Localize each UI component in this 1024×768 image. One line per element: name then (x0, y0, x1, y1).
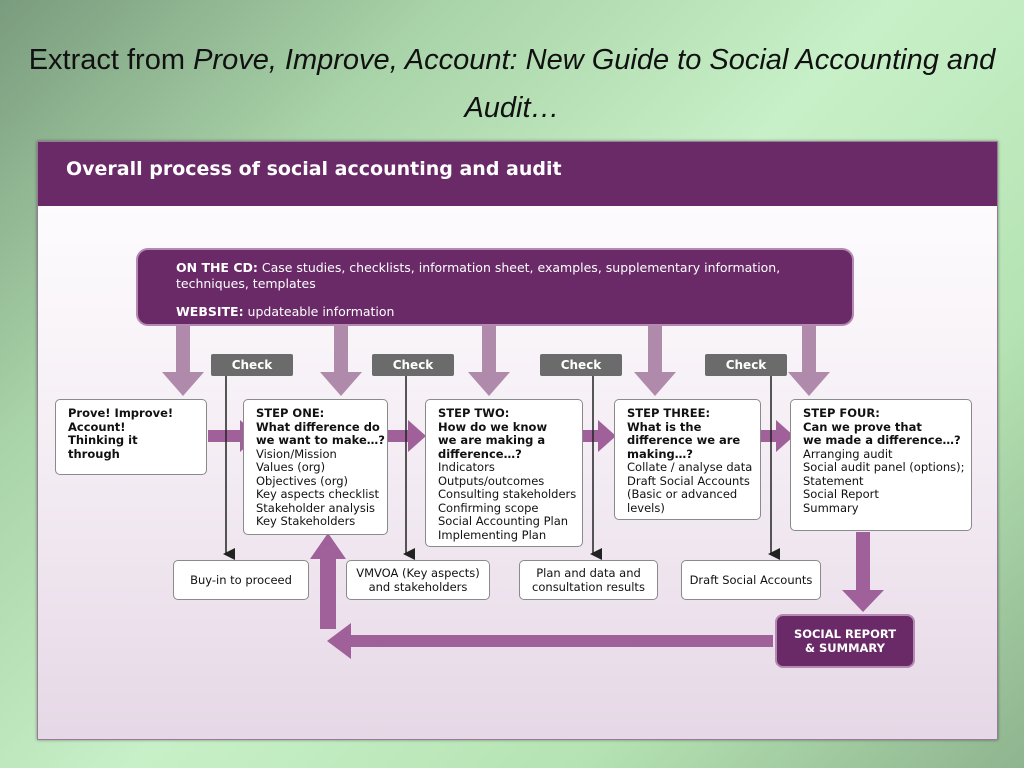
output-vmvoa (346, 560, 490, 600)
step-heading: STEP ONE: (256, 406, 325, 420)
output-line: consultation results (532, 580, 645, 594)
down-arrow-step-three (634, 324, 676, 396)
step-item: Draft Social Accounts (627, 473, 750, 488)
step-item: levels) (627, 500, 665, 515)
down-arrow-step-four (788, 324, 830, 396)
report-line: & SUMMARY (804, 641, 885, 655)
down-arrow-step-two (468, 324, 510, 396)
intro-line: Prove! Improve! (68, 406, 174, 420)
feedback-arrow (327, 623, 773, 659)
step-item: Social Report (803, 487, 879, 501)
step-heading: Can we prove that (803, 419, 922, 434)
step-one-box (243, 399, 388, 535)
step-item: Social Accounting Plan (438, 514, 569, 528)
step-two-box (425, 399, 583, 547)
step-three-box (614, 399, 761, 520)
check-label-2: Check (372, 354, 454, 376)
arrow-two-to-three (582, 420, 616, 452)
step-four-box (790, 399, 972, 531)
step-item: Summary (803, 500, 859, 515)
step-heading: STEP FOUR: (803, 406, 880, 420)
check-label-1: Check (211, 354, 293, 376)
step-heading: we want to make…? (256, 433, 385, 447)
cd-resources-box (136, 248, 854, 326)
step-item: (Basic or advanced (627, 487, 738, 501)
report-line: SOCIAL REPORT (793, 627, 897, 641)
step-heading: How do we know (438, 419, 548, 434)
step-item: Indicators (438, 460, 495, 474)
output-line: Draft Social Accounts (689, 573, 813, 587)
step-heading: STEP THREE: (627, 406, 711, 420)
website-text: updateable information (243, 304, 395, 319)
website-label: WEBSITE: (176, 304, 244, 319)
step-item: Social audit panel (options); (803, 460, 965, 474)
step-item: Outputs/outcomes (438, 473, 545, 488)
down-arrow-step-one (320, 324, 362, 396)
output-plan-data (519, 560, 658, 600)
arrow-three-to-four (760, 420, 794, 452)
check-label-4: Check (705, 354, 787, 376)
step-heading: difference…? (438, 446, 522, 461)
step-heading: difference we are (627, 433, 741, 447)
check-label-3: Check (540, 354, 622, 376)
down-arrow-intro (162, 324, 204, 396)
cd-label: ON THE CD: (176, 260, 258, 275)
process-diagram (37, 141, 998, 740)
title-book (193, 44, 995, 124)
title-prefix: Extract from (28, 44, 194, 76)
step-item: Vision/Mission (256, 446, 337, 461)
slide-title (0, 36, 1024, 132)
output-line: and stakeholders (368, 580, 468, 594)
step-item: Arranging audit (803, 446, 893, 461)
diagram-title: Overall process of social accounting and audit (66, 158, 562, 180)
step-item: Values (org) (256, 460, 326, 474)
step-heading: we made a difference…? (803, 433, 961, 447)
output-line: Buy-in to proceed (190, 573, 292, 587)
step-heading: we are making a (438, 433, 546, 447)
website-line (176, 304, 394, 320)
step-item: Confirming scope (438, 500, 539, 515)
step-heading: What is the (627, 419, 702, 434)
arrow-four-to-report (842, 532, 884, 612)
cd-text: Case studies, checklists, information sheet, examples, supplementary information, techniques, templates (176, 260, 781, 291)
step-heading: What difference do (256, 419, 380, 434)
output-line: Plan and data and (536, 566, 641, 580)
step-item: Consulting stakeholders (438, 487, 577, 501)
intro-line: Account! (68, 419, 126, 434)
step-heading: STEP TWO: (438, 406, 510, 420)
step-item: Collate / analyse data (627, 460, 753, 474)
title-book-text: Prove, Improve, Account: New Guide to Social Accounting and Audit… (193, 44, 996, 124)
output-buy-in (173, 560, 309, 600)
intro-line: through (68, 446, 120, 461)
step-item: Key aspects checklist (256, 487, 379, 501)
social-report-box (775, 614, 915, 668)
intro-line: Thinking it (68, 433, 138, 447)
output-draft-accounts (681, 560, 821, 600)
step-item: Statement (803, 473, 864, 488)
step-item: Implementing Plan (438, 527, 547, 542)
feedback-arrow-up (310, 533, 346, 629)
step-item: Objectives (org) (256, 473, 349, 488)
step-item: Stakeholder analysis (256, 500, 376, 515)
cd-line (176, 260, 836, 292)
intro-box (55, 399, 207, 475)
step-heading: making…? (627, 446, 693, 461)
output-line: VMVOA (Key aspects) (356, 566, 480, 580)
step-item: Key Stakeholders (256, 514, 356, 528)
